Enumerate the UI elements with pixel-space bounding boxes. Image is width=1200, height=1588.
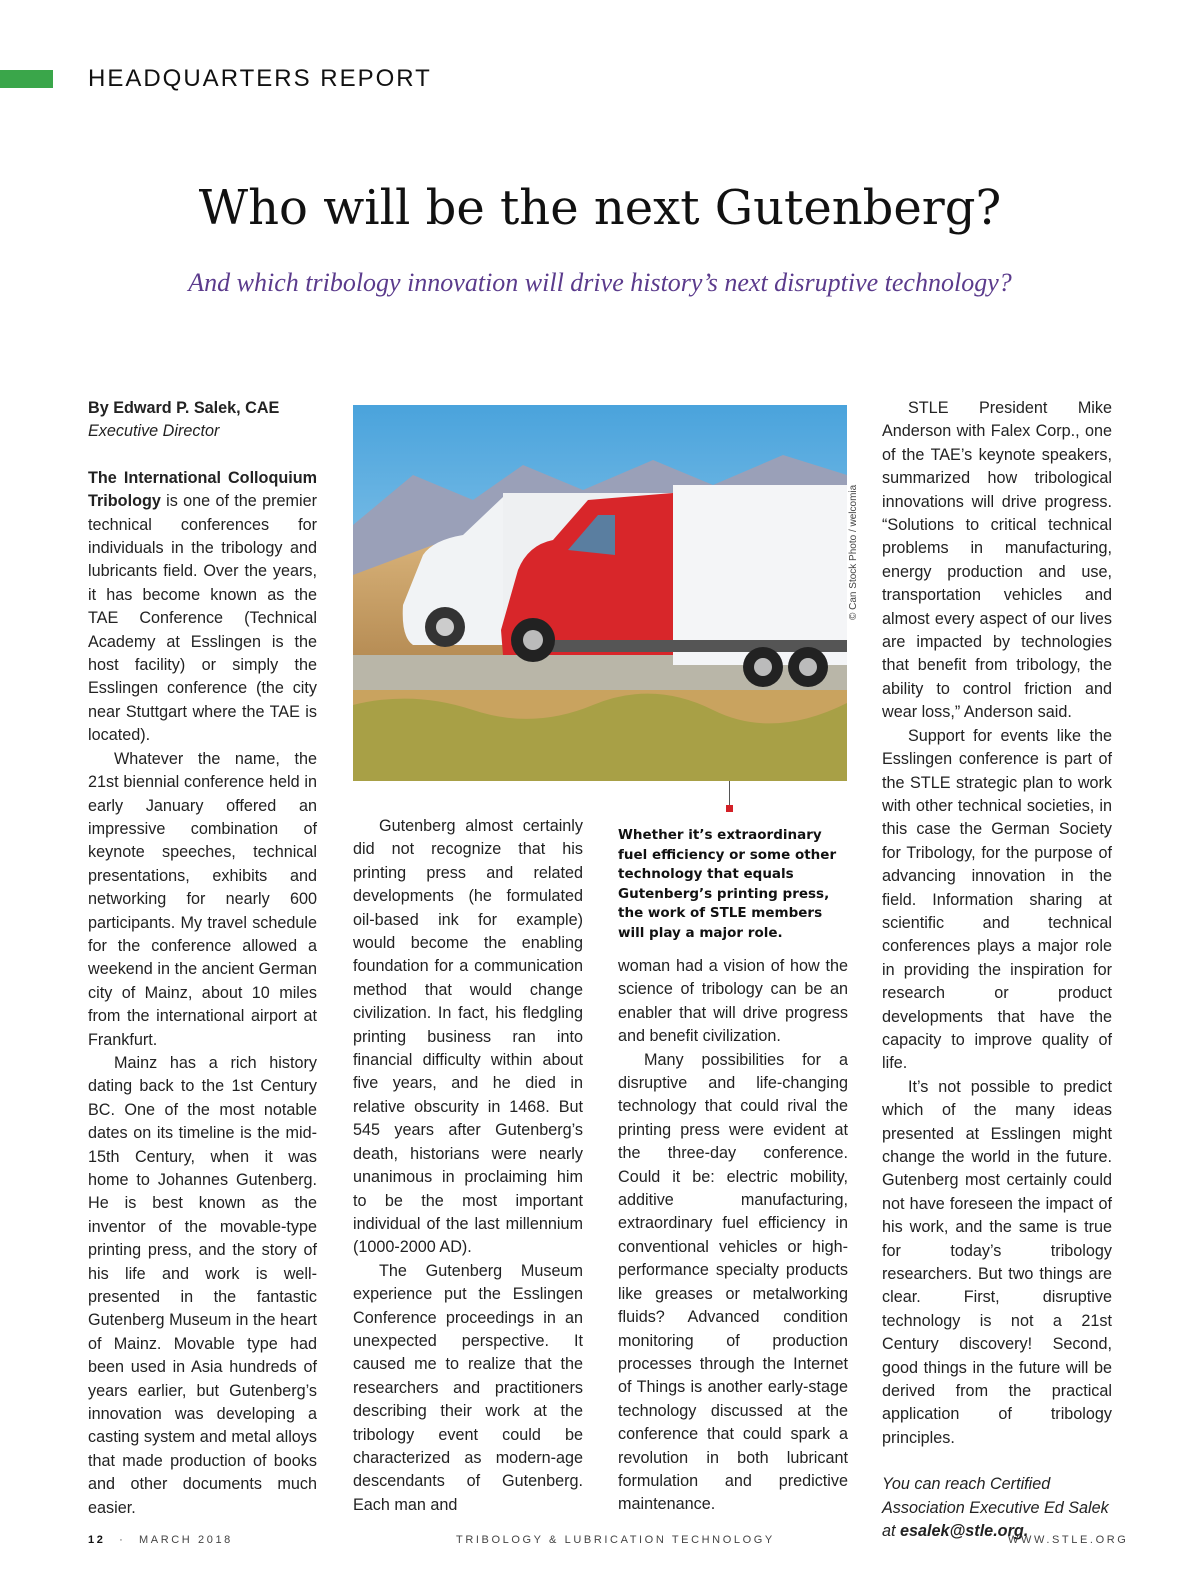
contact-email[interactable]: esalek@stle.org. — [900, 1522, 1029, 1541]
paragraph: Mainz has a rich history dating back to the 1st Century BC. One of the most notable dates on its timeline is the mid-15th Century, when it was home to Johannes Gutenberg. He is best known as the inventor of the movable-type printing press, and the story of his life and work is well-presented in the fantastic Gutenberg Museum in the heart of Mainz. Movable type had been used in Asia hundreds of years earlier, but Gutenberg’s innovation was developing a casting system and metal alloys that made production of books and other documents much easier. — [88, 1053, 317, 1517]
paragraph: The Gutenberg Museum experience put the Esslingen Conference proceedings in an unexpected perspective. It caused me to realize that the researchers and practitioners describing their work at the tribology event could be characterized as modern-age descendants of Gutenberg. Each man and — [353, 1261, 583, 1514]
lead-in: The International Colloquium Tribology — [88, 468, 317, 511]
paragraph: woman had a vision of how the science of tribology can be an enabler that will drive progress and benefit civilization. — [618, 957, 848, 1046]
website-link[interactable]: WWW.STLE.ORG — [1008, 1534, 1129, 1546]
photo-credit: © Can Stock Photo / welcomia — [848, 484, 859, 620]
publication-name: TRIBOLOGY & LUBRICATION TECHNOLOGY — [456, 1534, 775, 1546]
paragraph: It’s not possible to predict which of the many ideas presented at Esslingen might change the world in the future. Gutenberg most certainly could not have foreseen the impact of his work, and the same is true for today’s tribology researchers. But two things are clear. First, disruptive technology is not a 21st Century discovery! Second, good things in the future will be derived from the practical application of tribology principles. — [882, 1077, 1112, 1447]
contact-note: You can reach Certified Association Executive Ed Salek at esalek@stle.org. — [882, 1475, 1109, 1541]
section-label: HEADQUARTERS REPORT — [88, 65, 432, 92]
issue-date: MARCH 2018 — [139, 1534, 233, 1546]
paragraph: Many possibilities for a disruptive and life-changing technology that could rival the printing press were evident at the three-day conference. Could it be: electric mobility, additive manufacturing, extraordinary fuel efficiency in conventional vehicles or high-performance specialty products like greases or metalworking fluids? Advanced condition monitoring of production processes through the Internet of Things is another early-stage technology discussed at the conference that could spark a revolution in both lubricant formulation and predictive maintenance. — [618, 1050, 848, 1514]
column-1 — [88, 397, 317, 1520]
pullquote-marker — [726, 805, 733, 812]
pullquote: Whether it’s extraordinary fuel efficiency or some other technology that equals Gutenberg’s printing press, the work of STLE members will play a major role. — [618, 827, 837, 941]
paragraph: STLE President Mike Anderson with Falex Corp., one of the TAE’s keynote speakers, summarized how tribological innovations will drive progress. “Solutions to critical technical problems in manufacturing, energy production and use, transportation vehicles and almost every aspect of our lives are impacted by technologies that benefit from tribology, the ability to control friction and wear loss,” Anderson said. — [882, 399, 1112, 722]
author-title: Executive Director — [88, 422, 220, 441]
article-title: Who will be the next Gutenberg? — [198, 180, 1002, 236]
paragraph: The International Colloquium Tribology is one of the premier technical conferences for individuals in the tribology and lubricants field. Over the years, it has become known as the TAE Conference (Technical Academy at Esslingen is the host facility) or simply the Esslingen conference (the city near Stuttgart where the TAE is located). — [88, 468, 317, 745]
footer-left — [88, 1534, 233, 1546]
trucks-photo — [353, 405, 847, 781]
paragraph: Support for events like the Esslingen conference is part of the STLE strategic plan to work with other technical societies, in this case the German Society for Tribology, for the purpose of advancing innovation in the field. Information sharing at scientific and technical conferences plays a major role in providing the inspiration for research or product developments that have the capacity to improve quality of life. — [882, 726, 1112, 1073]
column-3 — [618, 955, 848, 1517]
author-name: By Edward P. Salek, CAE — [88, 399, 280, 417]
footer-separator: · — [119, 1534, 126, 1546]
page-number: 12 — [88, 1534, 106, 1546]
paragraph: Gutenberg almost certainly did not recognize that his printing press and related developments (he formulated oil-based ink for example) would become the enabling foundation for a communication method that would change civilization. In fact, his fledgling printing business ran into financial difficulty within about five years, and he died in relative obscurity in 1468. But 545 years after Gutenberg’s death, historians were nearly unanimous in proclaiming him to be the most important individual of the last millennium (1000-2000 AD). — [353, 817, 583, 1257]
paragraph: Whatever the name, the 21st biennial conference held in early January offered an impressive combination of keynote speeches, technical presentations, exhibits and networking for nearly 600 participants. My travel schedule for the conference allowed a weekend in the ancient German city of Mainz, about 10 miles from the international airport at Frankfurt. — [88, 749, 317, 1049]
article-subtitle: And which tribology innovation will drive history’s next disruptive technology? — [188, 268, 1012, 297]
section-accent-bar — [0, 70, 53, 88]
trucks-illustration — [353, 405, 847, 781]
column-2 — [353, 815, 583, 1517]
column-4 — [882, 397, 1112, 1544]
pullquote-line — [729, 781, 730, 807]
